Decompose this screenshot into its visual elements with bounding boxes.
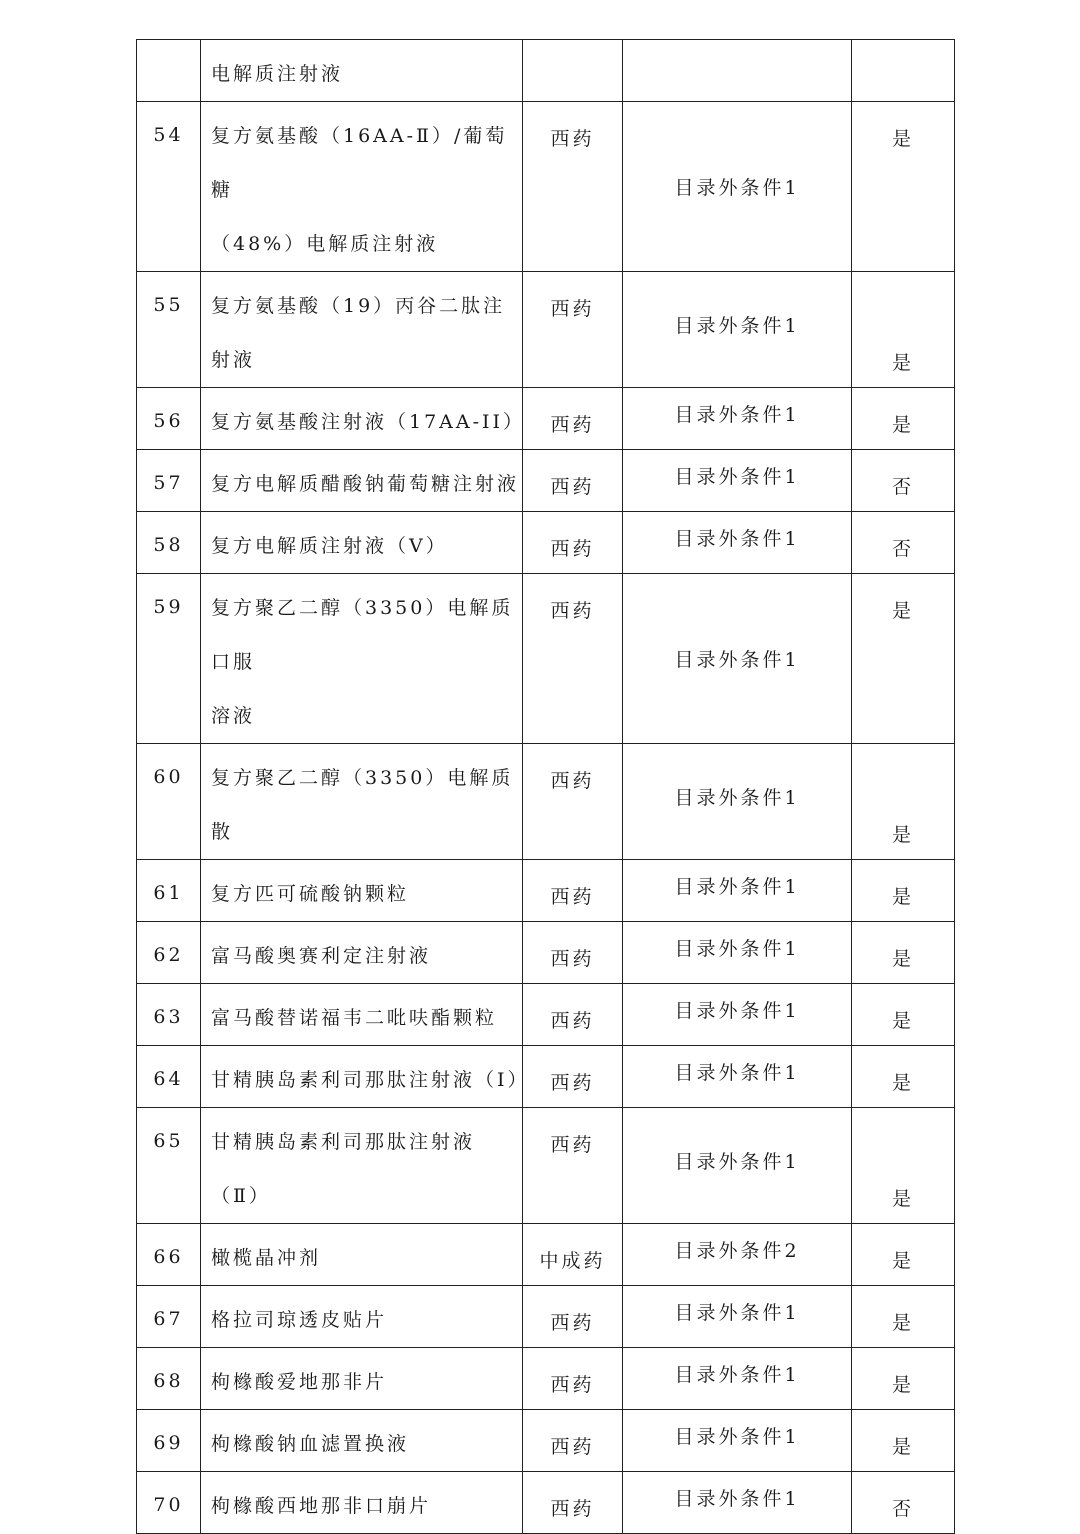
drug-type: 西药 bbox=[523, 922, 623, 984]
row-number: 65 bbox=[137, 1108, 201, 1224]
flag-value: 是 bbox=[852, 1286, 955, 1348]
drug-name-line: 甘精胰岛素利司那肽注射液（Ⅱ） bbox=[211, 1131, 476, 1207]
row-number: 69 bbox=[137, 1410, 201, 1472]
row-number: 67 bbox=[137, 1286, 201, 1348]
drug-catalog-table bbox=[136, 39, 955, 1534]
row-number: 58 bbox=[137, 512, 201, 574]
drug-type: 西药 bbox=[523, 744, 623, 860]
row-number: 56 bbox=[137, 388, 201, 450]
row-number: 70 bbox=[137, 1472, 201, 1534]
condition: 目录外条件1 bbox=[623, 512, 852, 574]
drug-type: 西药 bbox=[523, 272, 623, 388]
flag-value: 否 bbox=[852, 512, 955, 574]
drug-name-line: 富马酸奥赛利定注射液 bbox=[211, 945, 432, 967]
table-row bbox=[137, 860, 955, 922]
drug-type: 西药 bbox=[523, 102, 623, 272]
condition: 目录外条件1 bbox=[623, 450, 852, 512]
condition: 目录外条件2 bbox=[623, 1224, 852, 1286]
table-row bbox=[137, 984, 955, 1046]
drug-name-line: 枸橼酸西地那非口崩片 bbox=[211, 1495, 432, 1517]
drug-name-cell bbox=[201, 922, 523, 984]
row-number: 64 bbox=[137, 1046, 201, 1108]
flag-value: 是 bbox=[852, 1046, 955, 1108]
flag-value: 是 bbox=[852, 1224, 955, 1286]
drug-name-line: 甘精胰岛素利司那肽注射液（Ⅰ） bbox=[211, 1069, 530, 1091]
drug-name-line: 复方聚乙二醇（3350）电解质口服 bbox=[211, 597, 514, 673]
drug-name-cell bbox=[201, 860, 523, 922]
drug-name-cell bbox=[201, 1108, 523, 1224]
row-number: 59 bbox=[137, 574, 201, 744]
row-number: 68 bbox=[137, 1348, 201, 1410]
table-row bbox=[137, 1348, 955, 1410]
table-row bbox=[137, 1224, 955, 1286]
flag-value: 是 bbox=[852, 102, 955, 272]
drug-type: 西药 bbox=[523, 574, 623, 744]
table-row bbox=[137, 1410, 955, 1472]
table-row bbox=[137, 1046, 955, 1108]
drug-name-line: 复方氨基酸（16AA-Ⅱ）/葡萄糖 bbox=[211, 125, 508, 201]
drug-name-cell bbox=[201, 388, 526, 450]
drug-name-line: 枸橼酸爱地那非片 bbox=[211, 1371, 388, 1393]
table-row bbox=[137, 1108, 955, 1224]
drug-type: 西药 bbox=[523, 388, 623, 450]
drug-name-cell bbox=[201, 574, 523, 744]
flag-value: 是 bbox=[852, 1410, 955, 1472]
condition: 目录外条件1 bbox=[623, 272, 852, 388]
row-number-cell bbox=[137, 40, 201, 102]
condition: 目录外条件1 bbox=[623, 922, 852, 984]
drug-type: 西药 bbox=[523, 1348, 623, 1410]
condition: 目录外条件1 bbox=[623, 744, 852, 860]
drug-name-line: 格拉司琼透皮贴片 bbox=[211, 1309, 388, 1331]
drug-type: 西药 bbox=[523, 860, 623, 922]
drug-name-cell bbox=[201, 1286, 523, 1348]
drug-name-line: 复方氨基酸（19）丙谷二肽注射液 bbox=[211, 295, 506, 371]
drug-name: 电解质注射液 bbox=[211, 63, 344, 85]
flag-value: 是 bbox=[852, 984, 955, 1046]
drug-name-line: 枸橼酸钠血滤置换液 bbox=[211, 1433, 410, 1455]
flag-value: 是 bbox=[852, 860, 955, 922]
flag-cell bbox=[852, 40, 955, 102]
row-number: 61 bbox=[137, 860, 201, 922]
drug-name-line: 复方聚乙二醇（3350）电解质散 bbox=[211, 767, 514, 843]
drug-name-cell bbox=[201, 450, 523, 512]
table-body bbox=[137, 40, 955, 1534]
row-number: 55 bbox=[137, 272, 201, 388]
table-row bbox=[137, 574, 955, 744]
row-number: 54 bbox=[137, 102, 201, 272]
table-row bbox=[137, 102, 955, 272]
drug-type: 西药 bbox=[523, 1046, 623, 1108]
flag-value: 是 bbox=[852, 272, 955, 388]
condition: 目录外条件1 bbox=[623, 574, 852, 744]
condition: 目录外条件1 bbox=[623, 860, 852, 922]
drug-name-line: 富马酸替诺福韦二吡呋酯颗粒 bbox=[211, 1007, 498, 1029]
drug-name-line: 复方电解质醋酸钠葡萄糖注射液 bbox=[211, 473, 520, 495]
condition: 目录外条件1 bbox=[623, 1046, 852, 1108]
row-number: 63 bbox=[137, 984, 201, 1046]
flag-value: 是 bbox=[852, 574, 955, 744]
drug-type: 西药 bbox=[523, 450, 623, 512]
drug-name-cell bbox=[201, 1348, 523, 1410]
flag-value: 是 bbox=[852, 1108, 955, 1224]
drug-name-cell bbox=[201, 40, 523, 102]
condition: 目录外条件1 bbox=[623, 102, 852, 272]
drug-name-cell bbox=[201, 744, 523, 860]
flag-value: 是 bbox=[852, 388, 955, 450]
drug-type: 西药 bbox=[523, 1410, 623, 1472]
drug-name-line: 复方电解质注射液（V） bbox=[211, 535, 448, 557]
table-row bbox=[137, 922, 955, 984]
condition: 目录外条件1 bbox=[623, 1348, 852, 1410]
row-number: 60 bbox=[137, 744, 201, 860]
table-row bbox=[137, 450, 955, 512]
drug-name-cell bbox=[201, 272, 523, 388]
drug-type: 西药 bbox=[523, 984, 623, 1046]
drug-name-cell bbox=[201, 1472, 523, 1534]
row-number: 57 bbox=[137, 450, 201, 512]
drug-type: 中成药 bbox=[523, 1224, 623, 1286]
condition-cell bbox=[623, 40, 852, 102]
condition: 目录外条件1 bbox=[623, 1472, 852, 1534]
table-row bbox=[137, 1472, 955, 1534]
condition: 目录外条件1 bbox=[623, 388, 852, 450]
row-number: 62 bbox=[137, 922, 201, 984]
flag-value: 是 bbox=[852, 744, 955, 860]
drug-name-cell bbox=[201, 1410, 523, 1472]
table-row bbox=[137, 512, 955, 574]
drug-name-line: 复方氨基酸注射液（17AA-II） bbox=[211, 411, 526, 433]
table-row bbox=[137, 744, 955, 860]
drug-name-cell bbox=[201, 512, 523, 574]
table-row bbox=[137, 1286, 955, 1348]
row-number: 66 bbox=[137, 1224, 201, 1286]
drug-name-line: 橄榄晶冲剂 bbox=[211, 1247, 322, 1269]
flag-value: 是 bbox=[852, 1348, 955, 1410]
table-row-continued bbox=[137, 40, 955, 102]
condition: 目录外条件1 bbox=[623, 1108, 852, 1224]
condition: 目录外条件1 bbox=[623, 1410, 852, 1472]
flag-value: 是 bbox=[852, 922, 955, 984]
drug-type: 西药 bbox=[523, 1108, 623, 1224]
drug-name-cell bbox=[201, 984, 523, 1046]
drug-name-line: （48%）电解质注射液 bbox=[211, 233, 439, 255]
drug-type: 西药 bbox=[523, 1472, 623, 1534]
table-row bbox=[137, 272, 955, 388]
drug-type-cell bbox=[523, 40, 623, 102]
drug-name-line: 溶液 bbox=[211, 705, 256, 727]
drug-name-cell bbox=[201, 1046, 530, 1108]
flag-value: 否 bbox=[852, 1472, 955, 1534]
drug-type: 西药 bbox=[523, 1286, 623, 1348]
drug-name-line: 复方匹可硫酸钠颗粒 bbox=[211, 883, 410, 905]
table-row bbox=[137, 388, 955, 450]
condition: 目录外条件1 bbox=[623, 1286, 852, 1348]
drug-type: 西药 bbox=[523, 512, 623, 574]
drug-name-cell bbox=[201, 1224, 523, 1286]
condition: 目录外条件1 bbox=[623, 984, 852, 1046]
flag-value: 否 bbox=[852, 450, 955, 512]
drug-name-cell bbox=[201, 102, 523, 272]
